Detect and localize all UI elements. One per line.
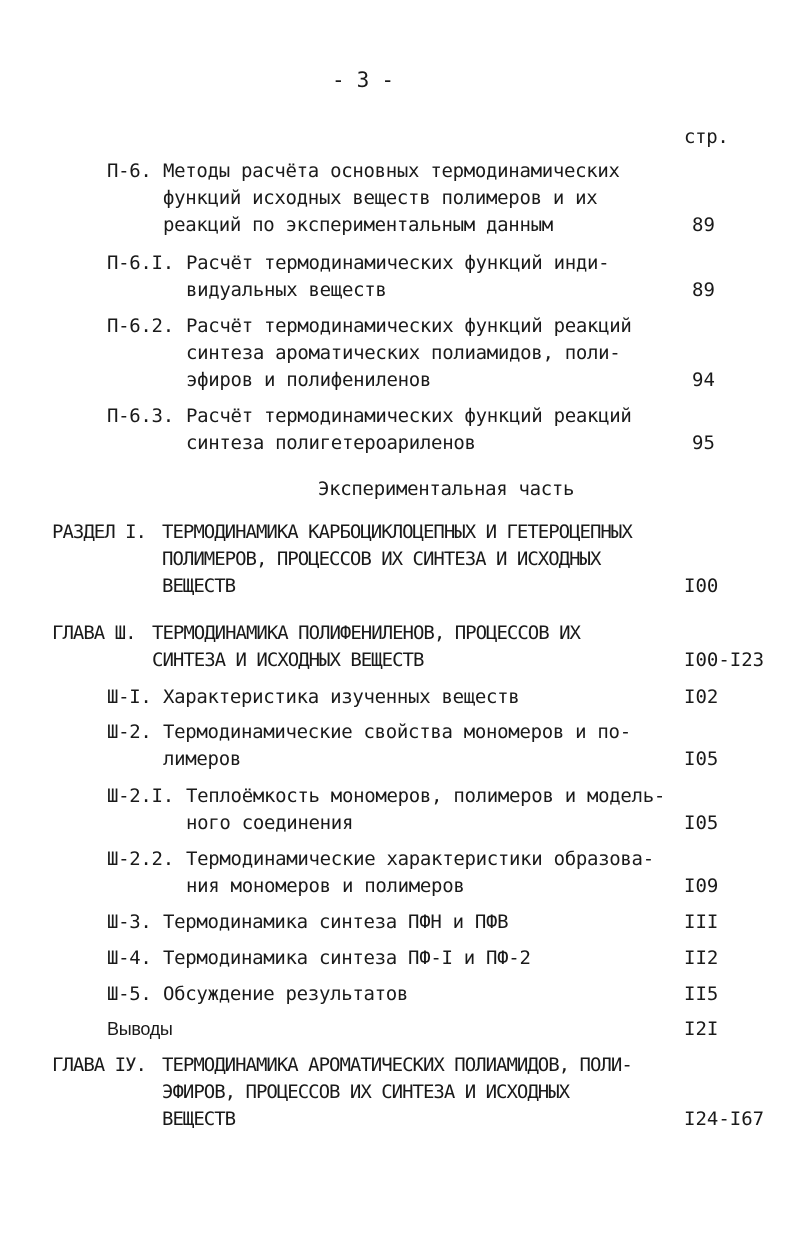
entry-title-line: ния мономеров и полимеров: [186, 875, 465, 897]
entry-title-line: Термодинамические свойства мономеров и по-: [163, 721, 631, 743]
entry-code: П-6.I.: [107, 252, 174, 274]
entry-title-line: Термодинамические характеристики образова-: [186, 848, 654, 870]
entry-title-line: Расчёт термодинамических функций реакций: [186, 405, 632, 427]
entry-title-line: ного соединения: [186, 812, 354, 834]
entry-code: Ш-2.: [107, 721, 152, 743]
entry-title-line: СИНТЕЗА И ИСХОДНЫХ ВЕЩЕСТВ: [152, 649, 424, 671]
entry-title-line: Расчёт термодинамических функций инди-: [186, 252, 610, 274]
entry-title-line: Методы расчёта основных термодинамических: [163, 160, 620, 182]
entry-page: I09: [684, 875, 719, 897]
entry-title-line: реакций по экспериментальным данным: [163, 214, 553, 236]
section-heading: Экспериментальная часть: [318, 478, 575, 500]
entry-code: Ш-5.: [107, 983, 152, 1005]
entry-code: Ш-3.: [107, 911, 152, 933]
entry-title-line: Выводы: [107, 1019, 173, 1039]
entry-title-line: эфиров и полифениленов: [186, 369, 432, 391]
entry-page: I24-I67: [684, 1108, 765, 1130]
entry-title-line: ТЕРМОДИНАМИКА КАРБОЦИКЛОЦЕПНЫХ И ГЕТЕРОЦЕПНЫХ: [162, 521, 632, 543]
page-number: - 3 -: [332, 68, 394, 92]
entry-code: ГЛАВА Ш.: [52, 622, 136, 644]
entry-page: 94: [692, 369, 715, 391]
entry-code: П-6.3.: [107, 405, 174, 427]
entry-title-line: Расчёт термодинамических функций реакций: [186, 315, 632, 337]
entry-code: Ш-4.: [107, 947, 152, 969]
entry-title-line: лимеров: [163, 748, 241, 770]
entry-page: 89: [692, 279, 715, 301]
entry-page: II2: [684, 947, 719, 969]
entry-code: ГЛАВА IУ.: [52, 1054, 146, 1076]
entry-page: 89: [692, 214, 715, 236]
entry-code: П-6.: [107, 160, 152, 182]
entry-title-line: Теплоёмкость мономеров, полимеров и модель-: [186, 785, 665, 807]
entry-code: Ш-I.: [107, 686, 152, 708]
entry-page: II5: [684, 983, 719, 1005]
entry-title-line: функций исходных веществ полимеров и их: [163, 187, 598, 209]
entry-code: Ш-2.I.: [107, 785, 174, 807]
entry-page: I00-I23: [684, 649, 765, 671]
entry-title-line: Термодинамика синтеза ПФН и ПФВ: [163, 911, 509, 933]
entry-code: РАЗДЕЛ I.: [52, 521, 146, 543]
entry-title-line: ПОЛИМЕРОВ, ПРОЦЕССОВ ИХ СИНТЕЗА И ИСХОДНЫХ: [162, 548, 601, 570]
entry-title-line: синтеза ароматических полиамидов, поли-: [186, 342, 621, 364]
entry-page: I05: [684, 812, 719, 834]
entry-title-line: Характеристика изученных веществ: [163, 686, 520, 708]
entry-page: I00: [684, 575, 719, 597]
entry-code: Ш-2.2.: [107, 848, 174, 870]
entry-title-line: ТЕРМОДИНАМИКА АРОМАТИЧЕСКИХ ПОЛИАМИДОВ, ПОЛИ-: [162, 1054, 632, 1076]
entry-page: I2I: [684, 1018, 719, 1040]
entry-title-line: синтеза полигетероариленов: [186, 432, 476, 454]
entry-title-line: ТЕРМОДИНАМИКА ПОЛИФЕНИЛЕНОВ, ПРОЦЕССОВ ИХ: [152, 622, 580, 644]
entry-page: III: [684, 911, 719, 933]
entry-page: I02: [684, 686, 719, 708]
entry-title-line: Обсуждение результатов: [163, 983, 409, 1005]
entry-title-line: видуальных веществ: [186, 279, 387, 301]
entry-page: 95: [692, 432, 715, 454]
entry-page: I05: [684, 748, 719, 770]
page-column-label: стр.: [684, 126, 729, 148]
entry-title-line: ЭФИРОВ, ПРОЦЕССОВ ИХ СИНТЕЗА И ИСХОДНЫХ: [162, 1081, 570, 1103]
entry-title-line: Термодинамика синтеза ПФ-I и ПФ-2: [163, 947, 531, 969]
entry-title-line: ВЕЩЕСТВ: [162, 575, 236, 597]
entry-code: П-6.2.: [107, 315, 174, 337]
entry-title-line: ВЕЩЕСТВ: [162, 1108, 236, 1130]
